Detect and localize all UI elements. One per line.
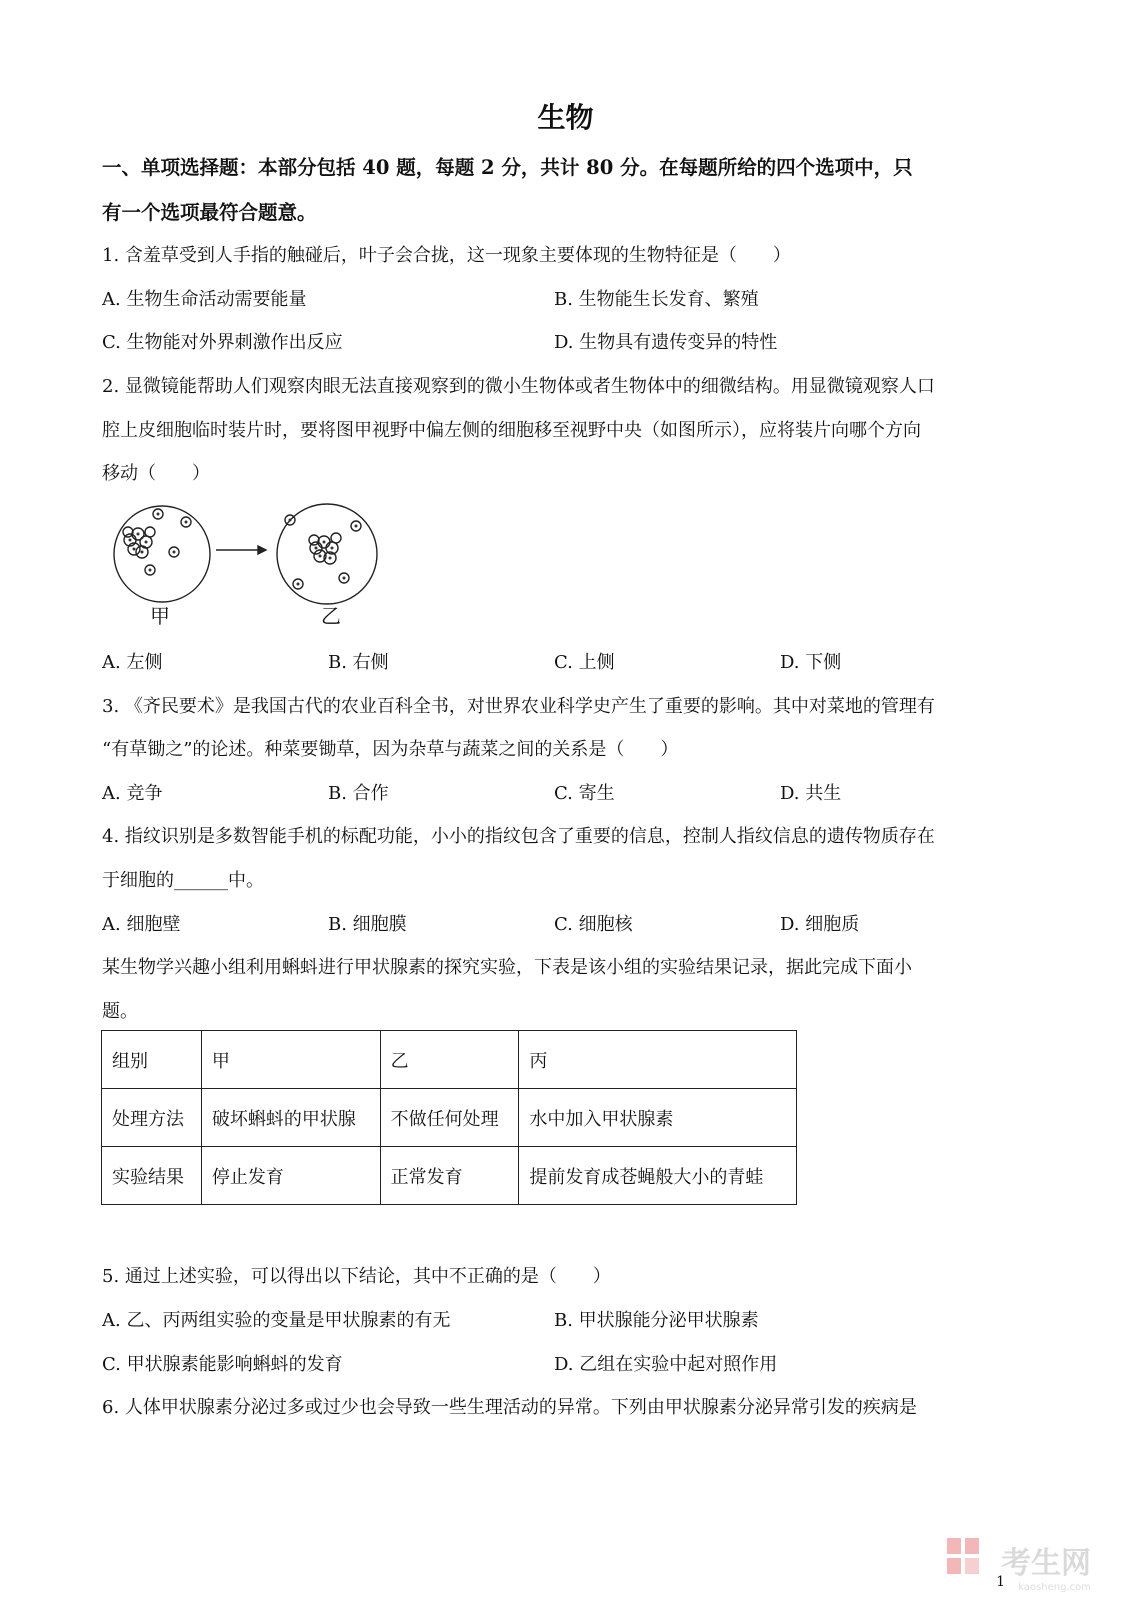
page-title: 生物	[537, 101, 594, 134]
q5-option-b: B. 甲状腺能分泌甲状腺素	[554, 1310, 759, 1331]
q5-option-d: D. 乙组在实验中起对照作用	[554, 1354, 778, 1375]
q4-option-a: A. 细胞壁	[102, 914, 181, 935]
q6-stem: 6. 人体甲状腺素分泌过多或过少也会导致一些生理活动的异常。下列由甲状腺素分泌异常引发的疾病是	[102, 1397, 917, 1418]
experiment-table	[101, 1030, 797, 1205]
table-row	[102, 1031, 797, 1089]
q2-stem-line3: 移动（ ）	[102, 463, 210, 484]
q5-option-c: C. 甲状腺素能影响蝌蚪的发育	[102, 1354, 343, 1375]
table-cell: 破坏蝌蚪的甲状腺	[201, 1089, 380, 1147]
table-cell: 不做任何处理	[380, 1089, 519, 1147]
table-cell: 停止发育	[201, 1147, 380, 1205]
q2-option-d: D. 下侧	[780, 652, 842, 673]
table-cell: 正常发育	[380, 1147, 519, 1205]
q3-option-c: C. 寄生	[554, 783, 615, 804]
table-cell: 甲	[201, 1031, 380, 1089]
field-yi	[277, 504, 377, 604]
q3-stem-line2: “有草锄之”的论述。种菜要锄草，因为杂草与蔬菜之间的关系是（ ）	[102, 739, 679, 760]
q2-option-c: C. 上侧	[554, 652, 615, 673]
arrow-icon	[216, 546, 266, 554]
q5-option-a: A. 乙、丙两组实验的变量是甲状腺素的有无	[102, 1310, 451, 1331]
intro-line1: 某生物学兴趣小组利用蝌蚪进行甲状腺素的探究实验，下表是该小组的实验结果记录，据此完成下面小	[102, 957, 912, 978]
section-heading-line1: 一、单项选择题：本部分包括 40 题，每题 2 分，共计 80 分。在每题所给的四个选项中，只	[102, 156, 913, 179]
table-cell: 处理方法	[102, 1089, 202, 1147]
q4-option-d: D. 细胞质	[780, 914, 860, 935]
q3-option-b: B. 合作	[328, 783, 389, 804]
table-cell: 组别	[102, 1031, 202, 1089]
q2-stem-line1: 2. 显微镜能帮助人们观察肉眼无法直接观察到的微小生物体或者生物体中的细微结构。用显微镜观察人口	[102, 376, 935, 397]
page-number: 1	[996, 1574, 1005, 1590]
table-cell: 水中加入甲状腺素	[519, 1089, 797, 1147]
q2-stem-line2: 腔上皮细胞临时装片时，要将图甲视野中偏左侧的细胞移至视野中央（如图所示），应将装片向哪个方向	[102, 420, 921, 441]
q3-option-d: D. 共生	[780, 783, 842, 804]
table-row	[102, 1147, 797, 1205]
q1-option-a: A. 生物生命活动需要能量	[102, 289, 307, 310]
kaosheng-watermark	[1001, 1538, 1091, 1593]
q3-option-a: A. 竞争	[102, 783, 163, 804]
table-cell: 提前发育成苍蝇般大小的青蛙	[519, 1147, 797, 1205]
q4-option-c: C. 细胞核	[554, 914, 633, 935]
figure-label-jia: 甲	[150, 604, 170, 628]
q1-stem: 1. 含羞草受到人手指的触碰后，叶子会合拢，这一现象主要体现的生物特征是（ ）	[102, 245, 791, 266]
q4-stem-line1: 4. 指纹识别是多数智能手机的标配功能，小小的指纹包含了重要的信息，控制人指纹信息的遗传物质存在	[102, 826, 935, 847]
section-heading-line2: 有一个选项最符合题意。	[102, 201, 317, 224]
field-jia	[114, 506, 210, 602]
q1-option-d: D. 生物具有遗传变异的特性	[554, 332, 778, 353]
table-cell: 丙	[519, 1031, 797, 1089]
watermark-text: 考生网	[1001, 1546, 1091, 1581]
table-cell: 乙	[380, 1031, 519, 1089]
kaosheng-logo-icon	[945, 1536, 981, 1576]
intro-line2: 题。	[102, 1001, 138, 1022]
q2-option-a: A. 左侧	[102, 652, 163, 673]
figure-label-yi: 乙	[321, 604, 341, 628]
table-row	[102, 1089, 797, 1147]
watermark-url: kaosheng.com	[1018, 1582, 1091, 1593]
q4-option-b: B. 细胞膜	[328, 914, 407, 935]
q2-option-b: B. 右侧	[328, 652, 389, 673]
q1-option-b: B. 生物能生长发育、繁殖	[554, 289, 759, 310]
q1-option-c: C. 生物能对外界刺激作出反应	[102, 332, 343, 353]
table-cell: 实验结果	[102, 1147, 202, 1205]
q5-stem: 5. 通过上述实验，可以得出以下结论，其中不正确的是（ ）	[102, 1266, 611, 1287]
q4-stem-line2: 于细胞的______中。	[102, 870, 264, 891]
q3-stem-line1: 3. 《齐民要术》是我国古代的农业百科全书，对世界农业科学史产生了重要的影响。其中对菜地的管理有	[102, 696, 935, 717]
